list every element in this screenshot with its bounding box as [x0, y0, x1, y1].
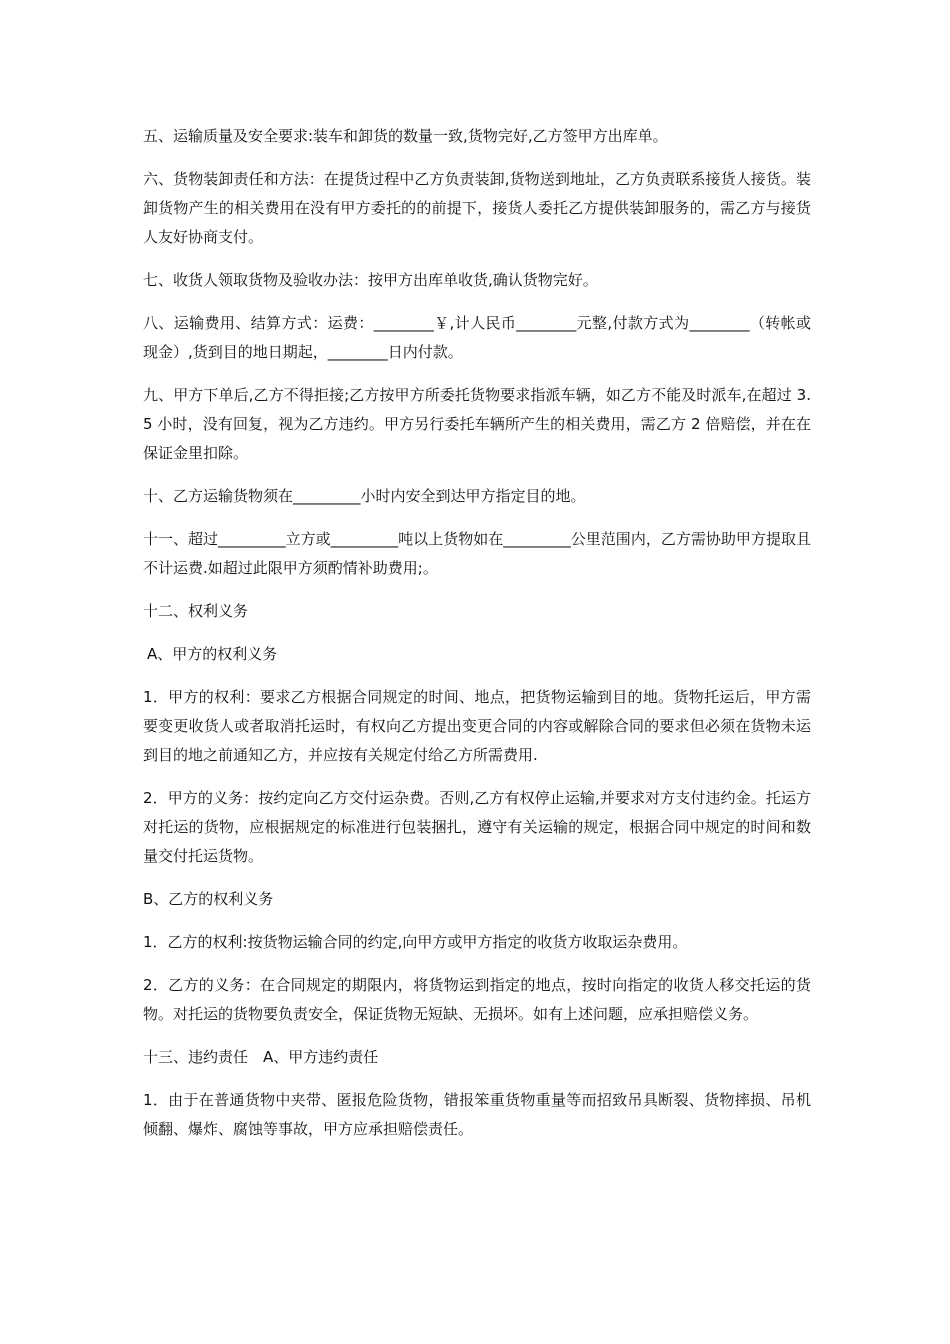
- clause-8: 八、运输费用、结算方式：运费：________￥,计人民币________元整,付款方式为________（转帐或现金）,货到目的地日期起，________日内付款。: [143, 314, 811, 361]
- document-body: [143, 122, 811, 1158]
- clause-5: 五、运输质量及安全要求:装车和卸货的数量一致,货物完好,乙方签甲方出库单。: [143, 127, 668, 145]
- party-a-rights: 1．甲方的权利：要求乙方根据合同规定的时间、地点，把货物运输到目的地。货物托运后，甲方需要变更收货人或者取消托运时，有权向乙方提出变更合同的内容或解除合同的要求但必须在货物未运到目的地之前通知乙方，并应按有关规定付给乙方所需费用.: [143, 688, 811, 764]
- clause-9: 九、甲方下单后,乙方不得拒接;乙方按甲方所委托货物要求指派车辆，如乙方不能及时派车,在超过 3.5 小时，没有回复，视为乙方违约。甲方另行委托车辆所产生的相关费用，需乙方 2 倍赔偿，并在在保证金里扣除。: [143, 386, 811, 462]
- clause-10: 十、乙方运输货物须在_________小时内安全到达甲方指定目的地。: [143, 487, 586, 505]
- party-b-rights-heading: B、乙方的权利义务: [143, 890, 274, 908]
- party-b-obligations: 2．乙方的义务：在合同规定的期限内，将货物运到指定的地点，按时向指定的收货人移交托运的货物。对托运的货物要负责安全，保证货物无短缺、无损坏。如有上述问题，应承担赔偿义务。: [143, 976, 811, 1023]
- party-a-liability-1: 1．由于在普通货物中夹带、匿报危险货物，错报笨重货物重量等而招致吊具断裂、货物摔损、吊机倾翻、爆炸、腐蚀等事故，甲方应承担赔偿责任。: [143, 1091, 811, 1138]
- clause-6: 六、货物装卸责任和方法：在提货过程中乙方负责装卸,货物送到地址，乙方负责联系接货人接货。装卸货物产生的相关费用在没有甲方委托的的前提下，接货人委托乙方提供装卸服务的，需乙方与接货人友好协商支付。: [143, 170, 811, 246]
- clause-12-heading: 十二、权利义务: [143, 602, 249, 620]
- clause-7: 七、收货人领取货物及验收办法：按甲方出库单收货,确认货物完好。: [143, 271, 598, 289]
- party-a-rights-heading: A、甲方的权利义务: [147, 645, 278, 663]
- party-a-obligations: 2．甲方的义务：按约定向乙方交付运杂费。否则,乙方有权停止运输,并要求对方支付违约金。托运方对托运的货物，应根据规定的标准进行包装捆扎，遵守有关运输的规定，根据合同中规定的时间和数量交付托运货物。: [143, 789, 811, 865]
- clause-13-heading: 十三、违约责任 A、甲方违约责任: [143, 1048, 379, 1066]
- clause-11: 十一、超过_________立方或_________吨以上货物如在_________公里范围内，乙方需协助甲方提取且不计运费.如超过此限甲方须酌情补助费用;。: [143, 530, 811, 577]
- party-b-rights: 1．乙方的权利:按货物运输合同的约定,向甲方或甲方指定的收货方收取运杂费用。: [143, 933, 688, 951]
